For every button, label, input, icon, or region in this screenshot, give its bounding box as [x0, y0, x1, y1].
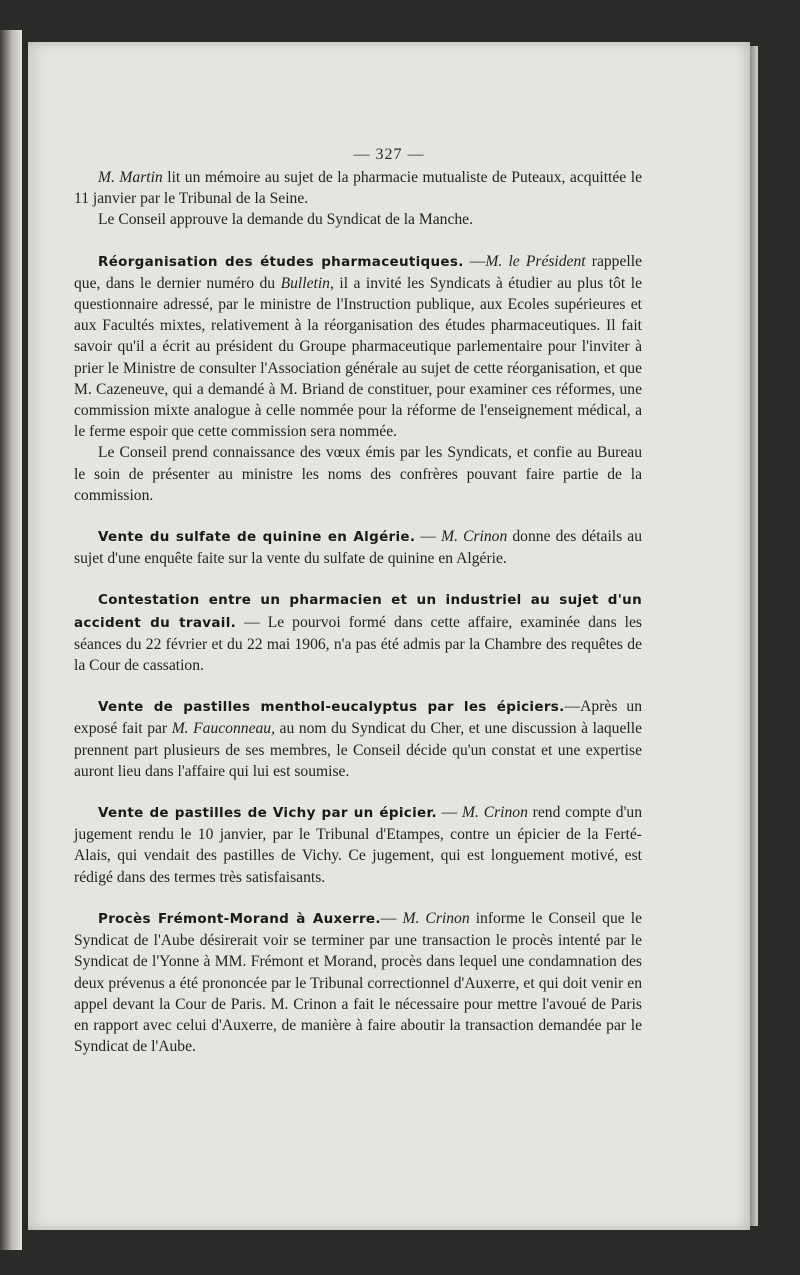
italic-name: M. Crinon: [402, 909, 470, 927]
paragraph: [74, 251, 642, 443]
section-heading: Contestation entre un pharmacien et un industriel au sujet d'un accident du travail.: [74, 592, 642, 631]
paragraph: [74, 696, 642, 782]
paragraph-text: — Le pourvoi formé dans cette affaire, examinée dans les séances du 22 février et du 22 mai 1906, n'a pas été admis par la Chambre des requêtes de la Cour de cassation.: [74, 613, 642, 675]
italic-name: M. Crinon: [462, 804, 528, 822]
section-heading: Vente de pastilles de Vichy par un épicier.: [98, 805, 437, 822]
paragraph-text: donne des détails au sujet d'une enquête faite sur la vente du sulfate de quinine en Algérie.: [74, 528, 642, 568]
paragraph: [74, 908, 642, 1057]
page-body-text: [74, 167, 642, 1057]
paragraph-text: Le Conseil approuve la demande du Syndicat de la Manche.: [98, 211, 473, 229]
italic-name: M. le Président: [485, 252, 586, 270]
paragraph-text: au nom du Syndicat du Cher, et une discussion à laquelle prennent part plusieurs de ses membres, le Conseil décide qu'un constat et une expertise auront lieu dans l'affaire qui lui est soumise.: [74, 720, 642, 780]
paragraph-text: —: [436, 804, 463, 822]
section-gap: [74, 231, 642, 251]
paragraph-text: —: [380, 909, 403, 927]
section-heading: Procès Frémont-Morand à Auxerre.: [98, 910, 381, 927]
section-gap: [74, 569, 642, 589]
paragraph-text: rend compte d'un jugement rendu le 10 janvier, par le Tribunal d'Etampes, contre un épicier de la Ferté-Alais, qui vendait des pastilles de Vichy. Ce jugement, qui est longuement motivé, est rédigé dans des termes très satisfaisants.: [74, 804, 643, 886]
page-stack-edge: [750, 46, 758, 1226]
section-gap: [74, 782, 642, 802]
previous-page-edge: [0, 30, 22, 1250]
paragraph-text: lit un mémoire au sujet de la pharmacie mutualiste de Puteaux, acquittée le 11 janvier par le Tribunal de la Seine.: [74, 169, 642, 208]
paragraph-text: —: [463, 252, 486, 270]
section-gap: [74, 888, 642, 908]
section-gap: [74, 506, 642, 526]
italic-name: M. Crinon: [441, 528, 508, 546]
paragraph-text: rappelle que, dans le dernier numéro du: [74, 252, 642, 292]
italic-name: M. Martin: [98, 169, 163, 186]
paragraph: [74, 167, 642, 209]
section-heading: Réorganisation des études pharmaceutiques.: [98, 253, 464, 270]
paragraph-text: —Après un exposé fait par: [74, 698, 643, 738]
paragraph: [74, 526, 642, 569]
paragraph: [74, 802, 642, 888]
page-number: — 327 —: [353, 146, 425, 163]
italic-name: M. Fauconneau,: [171, 720, 275, 738]
paragraph-text: Le Conseil prend connaissance des vœux émis par les Syndicats, et confie au Bureau le soin de présenter au ministre les noms des confrères pouvant faire partie de la commission.: [74, 444, 642, 504]
paragraph: [74, 209, 642, 230]
book-page: [28, 42, 750, 1230]
section-heading: Vente de pastilles menthol-eucalyptus par les épiciers.: [98, 699, 565, 716]
section-gap: [74, 676, 642, 696]
italic-name: Bulletin: [280, 274, 330, 292]
paragraph-text: —: [415, 528, 442, 546]
paragraph: [74, 442, 642, 506]
section-heading: Vente du sulfate de quinine en Algérie.: [98, 529, 416, 546]
paragraph-text: informe le Conseil que le Syndicat de l'Aube désirerait voir se terminer par une transaction le procès intenté par le Syndicat de l'Yonne à MM. Frémont et Morand, procès dans lequel une condamnation des deux prévenus a été prononcée par le Tribunal correctionnel d'Auxerre, et qui doit venir en appel devant la Cour de Paris. M. Crinon a fait le nécessaire pour mettre l'avoué de Paris en rapport avec celui d'Auxerre, de manière à faire aboutir la transaction demandée par le Syndicat de l'Aube.: [74, 909, 642, 1056]
paragraph-text: , il a invité les Syndicats à étudier au plus tôt le questionnaire adressé, par le ministre de l'Instruction publique, aux Ecoles supérieures et aux Facultés mixtes, relativement à la réorganisation des études pharmaceutiques. Il fait savoir qu'il a écrit au président du Groupe pharmaceutique parlementaire pour l'inviter à prier le Ministre de consulter l'Association générale au sujet de cette réorganisation, et que M. Cazeneuve, qui a demandé à M. Briand de constituer, pour examiner ces réformes, une commission mixte analogue à celle nommée pour la réforme de l'enseignement médical, a le ferme espoir que cette commission sera nommée.: [74, 274, 642, 441]
paragraph: [74, 589, 642, 676]
